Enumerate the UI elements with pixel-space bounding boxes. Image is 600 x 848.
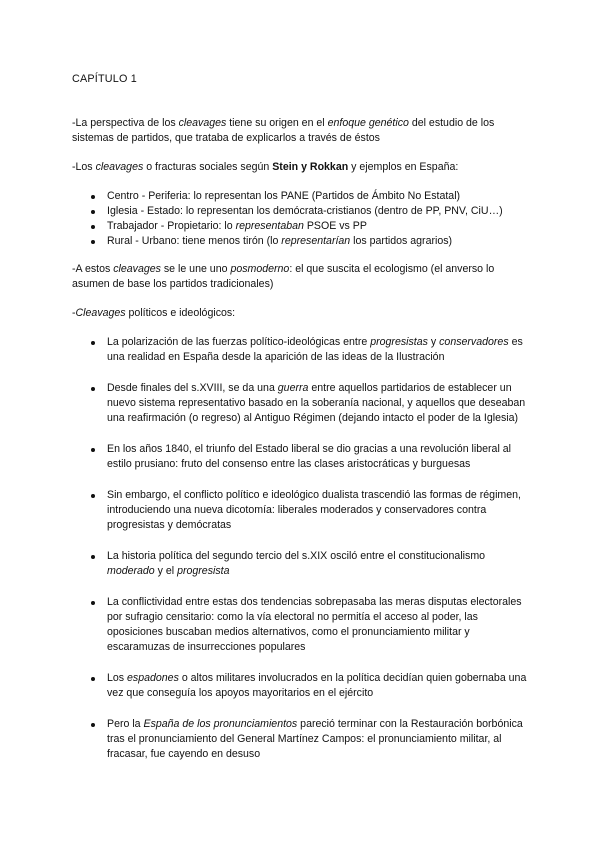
list-item: En los años 1840, el triunfo del Estado liberal se dio gracias a una revolución liberal al estilo prusiano: fruto del consenso entre las clases aristocráticas y burguesas [72,442,532,472]
chapter-title: CAPÍTULO 1 [72,73,137,85]
list-item: Desde finales del s.XVIII, se da una guerra entre aquellos partidarios de establecer un nuevo sistema representativo basado en la soberanía nacional, y aquellos que deseaban una reafirmación (o regreso) al Antiguo Régimen (dejando intacto el poder de la Iglesia) [72,381,532,426]
cleavages-list [72,189,532,249]
list-item: Pero la España de los pronunciamientos pareció terminar con la Restauración borbónica tras el pronunciamiento del General Martínez Campos: el pronunciamiento militar, al fracasar, fue cayendo en desuso [72,717,532,762]
list-item: Trabajador - Propietario: lo representaban PSOE vs PP [72,219,532,234]
political-cleavages-list [72,335,532,778]
list-item: La conflictividad entre estas dos tendencias sobrepasaba las meras disputas electorales por sufragio censitario: como la vía electoral no permitía el acceso al poder, las oposiciones buscaban medios alternativos, como el pronunciamiento militar y escaramuzas de insurrecciones populares [72,595,532,655]
paragraph-political-cleavages: -Cleavages políticos e ideológicos: [72,307,236,319]
list-item: Rural - Urbano: tiene menos tirón (lo representarían los partidos agrarios) [72,234,532,249]
paragraph-stein-rokkan: -Los cleavages o fracturas sociales según Stein y Rokkan y ejemplos en España: [72,161,459,173]
paragraph-posmoderno: -A estos cleavages se le une uno posmoderno: el que suscita el ecologismo (el anverso lo asumen de base los partidos tradicionales) [72,263,495,290]
paragraph-cleavages-origin: -La perspectiva de los cleavages tiene su origen en el enfoque genético del estudio de los sistemas de partidos, que trataba de explicarlos a través de éstos [72,117,495,144]
list-item: Iglesia - Estado: lo representan los demócrata-cristianos (dentro de PP, PNV, CiU…) [72,204,532,219]
list-item: Centro - Periferia: lo representan los PANE (Partidos de Ámbito No Estatal) [72,189,532,204]
list-item: La historia política del segundo tercio del s.XIX osciló entre el constitucionalismo moderado y el progresista [72,549,532,579]
list-item: La polarización de las fuerzas político-ideológicas entre progresistas y conservadores es una realidad en España desde la aparición de las ideas de la Ilustración [72,335,532,365]
list-item: Los espadones o altos militares involucrados en la política decidían quien gobernaba una vez que conseguía los apoyos mayoritarios en el ejército [72,671,532,701]
list-item: Sin embargo, el conflicto político e ideológico dualista trascendió las formas de régimen, introduciendo una nueva dicotomía: liberales moderados y conservadores contra progresistas y demócratas [72,488,532,533]
